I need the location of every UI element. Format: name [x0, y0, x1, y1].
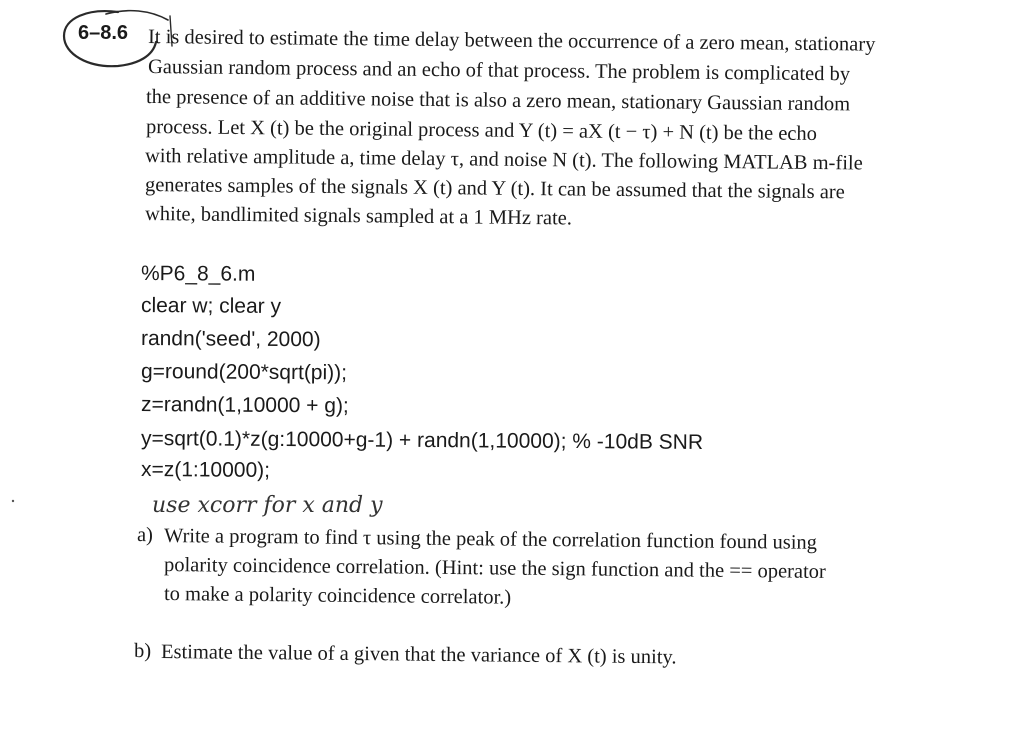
- question-a-label: a): [136, 524, 154, 547]
- code-line: clear w; clear y: [140, 294, 282, 318]
- margin-mark: [10, 498, 16, 504]
- problem-text-line: process. Let X (t) be the original process and Y (t) = aX (t − τ) + N (t) be the echo: [145, 116, 818, 146]
- problem-text-line: generates samples of the signals X (t) and Y (t). It can be assumed that the signals are: [144, 174, 845, 204]
- handwritten-note-text: use xcorr for x and y: [152, 493, 383, 518]
- handwritten-note: [150, 488, 590, 528]
- problem-text-line: It is desired to estimate the time delay between the occurrence of a zero mean, stationary: [147, 26, 876, 56]
- code-line: %P6_8_6.m: [140, 262, 256, 286]
- problem-text-line: the presence of an additive noise that is also a zero mean, stationary Gaussian random: [145, 86, 851, 116]
- question-a-line: polarity coincidence correlation. (Hint: use the sign function and the == operator: [163, 554, 826, 583]
- problem-text-line: Gaussian random process and an echo of that process. The problem is complicated by: [147, 56, 851, 86]
- question-a-line: Write a program to find τ using the peak of the correlation function found using: [163, 525, 818, 554]
- question-b-line: Estimate the value of a given that the variance of X (t) is unity.: [160, 641, 677, 669]
- code-line: z=randn(1,10000 + g);: [140, 393, 349, 418]
- code-line: randn('seed', 2000): [140, 327, 321, 352]
- code-line: g=round(200*sqrt(pi));: [140, 360, 348, 385]
- question-b-label: b): [133, 640, 152, 663]
- question-a-line: to make a polarity coincidence correlator.): [163, 583, 512, 609]
- problem-text-line: with relative amplitude a, time delay τ, and noise N (t). The following MATLAB m-file: [144, 145, 863, 175]
- code-line: y=sqrt(0.1)*z(g:10000+g-1) + randn(1,10000); % -10dB SNR: [140, 427, 704, 454]
- code-line: x=z(1:10000);: [140, 458, 271, 482]
- problem-number: 6–8.6: [78, 22, 129, 44]
- problem-text-line: white, bandlimited signals sampled at a 1 MHz rate.: [144, 203, 573, 230]
